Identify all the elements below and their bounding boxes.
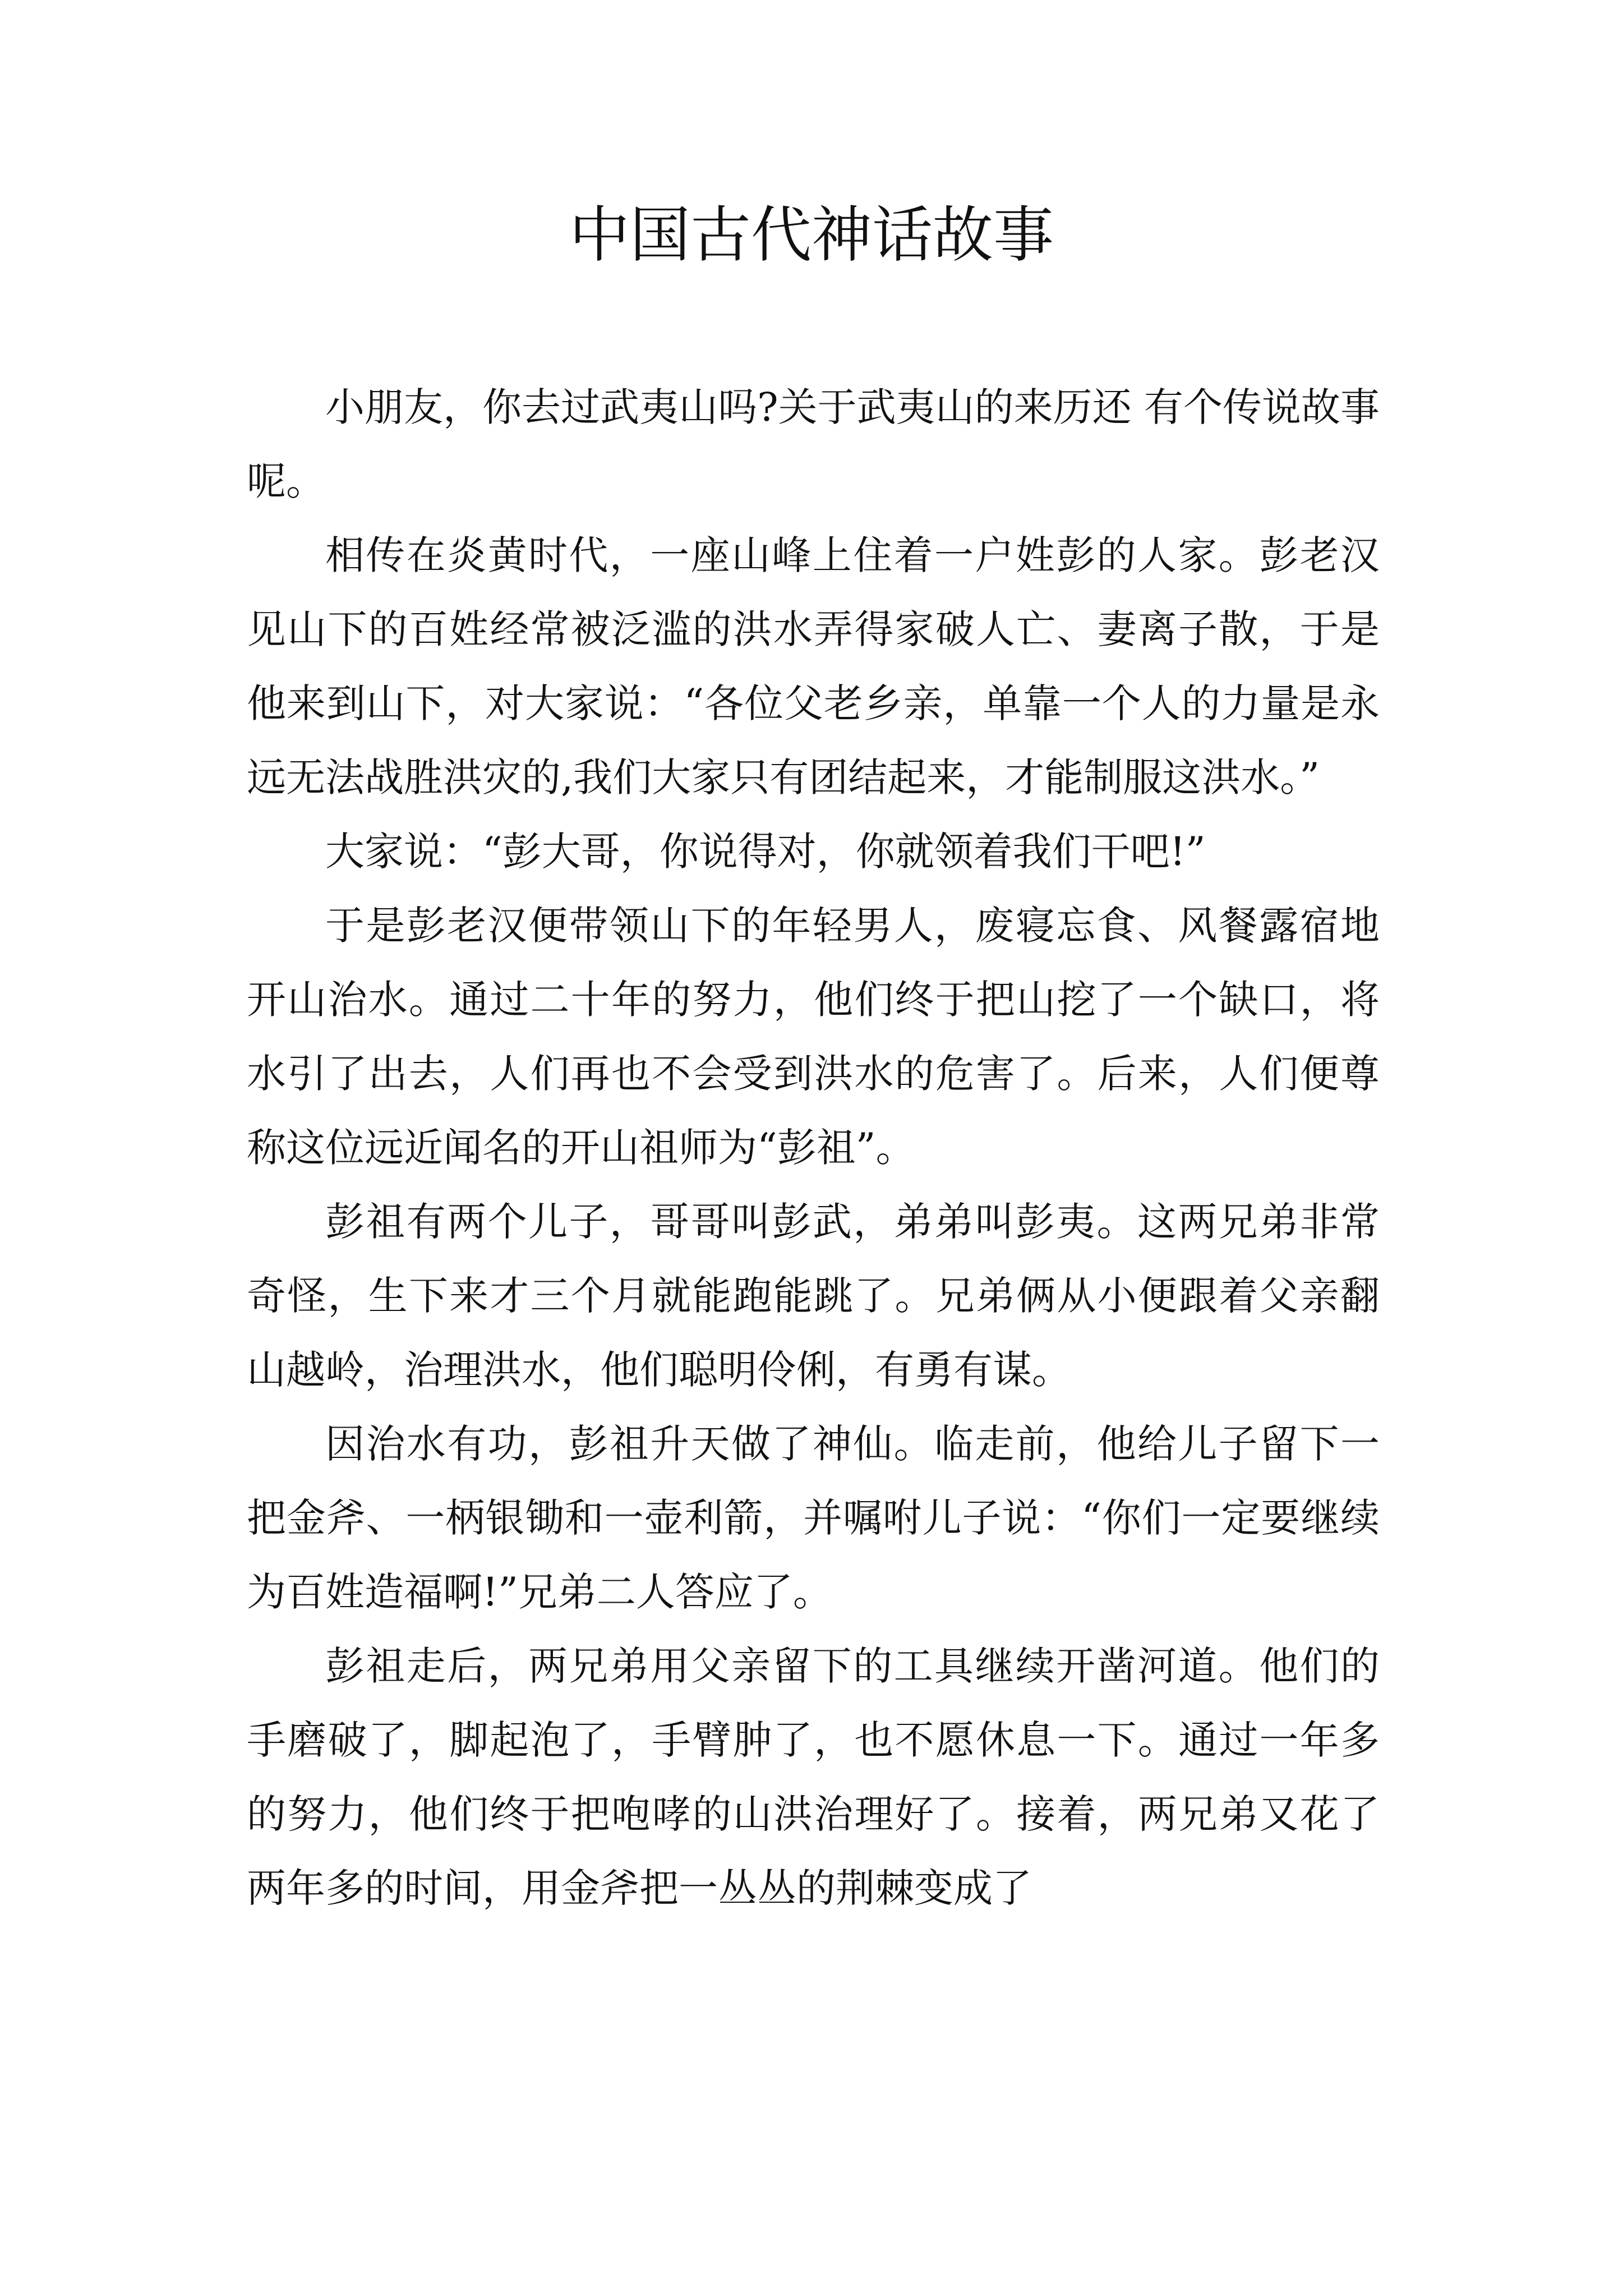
paragraph: 因治水有功，彭祖升天做了神仙。临走前，他给儿子留下一把金斧、一柄银锄和一壶利箭，并嘱咐儿子说：“你们一定要继续为百姓造福啊!”兄弟二人答应了。 xyxy=(247,1421,1380,1615)
paragraph: 相传在炎黄时代，一座山峰上住着一户姓彭的人家。彭老汉见山下的百姓经常被泛滥的洪水弄得家破人亡、妻离子散，于是他来到山下，对大家说：“各位父老乡亲，单靠一个人的力量是永远无法战胜洪灾的,我们大家只有团结起来，才能制服这洪水。” xyxy=(247,532,1380,800)
document-title: 中国古代神话故事 xyxy=(569,200,1054,270)
paragraph: 彭祖走后，两兄弟用父亲留下的工具继续开凿河道。他们的手磨破了，脚起泡了，手臂肿了，也不愿休息一下。通过一年多的努力，他们终于把咆哮的山洪治理好了。接着，两兄弟又花了两年多的时间，用金斧把一丛丛的荆棘变成了 xyxy=(247,1643,1380,1911)
paragraph: 大家说：“彭大哥，你说得对，你就领着我们干吧!” xyxy=(325,829,1206,875)
document-body xyxy=(247,370,1380,1925)
paragraph: 彭祖有两个儿子，哥哥叫彭武，弟弟叫彭夷。这两兄弟非常奇怪，生下来才三个月就能跑能跳了。兄弟俩从小便跟着父亲翻山越岭，治理洪水，他们聪明伶俐，有勇有谋。 xyxy=(247,1199,1380,1393)
paragraph: 小朋友，你去过武夷山吗?关于武夷山的来历还 有个传说故事呢。 xyxy=(247,384,1380,504)
paragraph: 于是彭老汉便带领山下的年轻男人，废寝忘食、风餐露宿地开山治水。通过二十年的努力，他们终于把山挖了一个缺口，将水引了出去，人们再也不会受到洪水的危害了。后来，人们便尊称这位远近闻名的开山祖师为“彭祖”。 xyxy=(247,903,1380,1171)
